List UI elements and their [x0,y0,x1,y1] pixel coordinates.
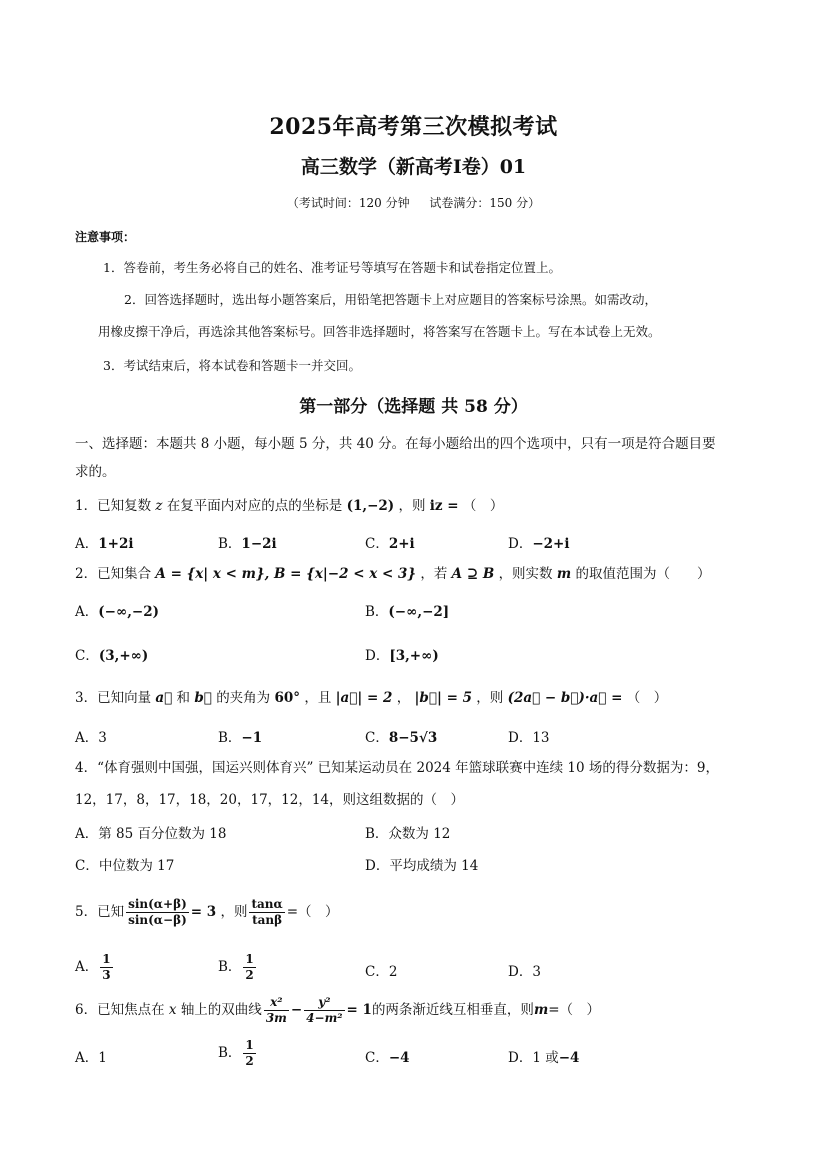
q6-option-b: B． $\frac{1}{2}$ [218,1038,254,1068]
q5-blank: =（ ） [286,904,339,920]
question-2 [75,560,765,588]
question-6 [75,990,765,1030]
q4-option-d: D．平均成绩为 14 [365,858,479,874]
section-title: 第一部分（选择题 共 58 分） [299,397,528,417]
q4-line1: 4．“体育强则中国强，国运兴则体育兴” 已知某运动员在 2024 年篮球联赛中连续 10 场的得分数据为：9， [75,760,719,776]
q4-option-b: B．众数为 12 [365,826,451,842]
q3-option-d: D．13 [508,730,550,746]
q3-comma: ， [396,690,411,706]
q1-blank: （ ） [462,498,504,514]
q1-stem-b: 在复平面内对应的点的坐标是 [166,498,343,514]
exam-meta [0,194,827,211]
q1-option-c: C．2+i [365,536,415,552]
q2-var: m [556,566,572,582]
q5-option-d: D．3 [508,964,541,980]
q6-stem: 6．已知焦点在 [75,1002,165,1018]
exam-score: 试卷满分：150 分） [429,196,541,210]
question-5 [75,892,765,932]
q3-option-b: B．−1 [218,730,263,746]
q2-option-c: C．(3,+∞) [75,648,149,664]
q6-minus: − [290,1002,303,1018]
q5-stem: 5．已知 [75,904,125,920]
q1-option-a: A．1+2i [75,536,134,552]
q6-option-c: C．−4 [365,1050,410,1066]
q1-stem-c: ，则 [398,498,426,514]
notice-item-3: 3．考试结束后，将本试卷和答题卡一并交回。 [103,358,361,373]
q1-var: z [155,498,163,514]
q5-option-c: C．2 [365,964,398,980]
q2-option-a: A．(−∞,−2) [75,604,159,620]
question-4 [75,754,765,814]
q3-mod-a: |a⃗| = 2 [335,690,393,706]
q2-sets: A = {x| x < m}, B = {x|−2 < x < 3} [155,566,417,582]
q5-option-b: B． $\frac{1}{2}$ [218,952,254,982]
notice-item-1: 1．答卷前，考生务必将自己的姓名、准考证号等填写在答题卡和试卷指定位置上。 [103,260,561,275]
q3-expr: (2a⃗ − b⃗)·a⃗ = [507,690,623,706]
q4-line2: 12，17，8，17，18，20，17，12，14，则这组数据的（ ） [75,792,465,808]
q2-option-d: D．[3,+∞) [365,648,439,664]
page-title: 2025年高考第三次模拟考试 [269,114,558,140]
q3-angle: 60° [274,690,301,706]
notice-item-2-cont: 用橡皮擦干净后，再选涂其他答案标号。回答非选择题时，将答案写在答题卡上。写在本试卷上无效。 [98,324,661,339]
q2-stem-c: ，则实数 [498,566,553,582]
q6-option-d: D．1 或−4 [508,1050,580,1066]
q5-stem-b: ，则 [220,904,248,920]
exam-time: （考试时间：120 分钟 [286,196,410,210]
question-1 [75,492,765,520]
q1-option-b: B．1−2i [218,536,277,552]
q3-vector-a: a⃗ [155,690,173,706]
q3-mod-b: |b⃗| = 5 [414,690,472,706]
q4-option-a: A．第 85 百分位数为 18 [75,826,227,842]
q5-eq: = 3 [190,904,217,920]
q6-option-a: A．1 [75,1050,107,1066]
q3-stem: 3．已知向量 [75,690,152,706]
q6-eq: = 1 [346,1002,372,1018]
q3-option-a: A．3 [75,730,107,746]
q6-fraction-2: $\frac{\text{y²}}{\text{4−m²}}$ [306,995,343,1025]
q6-blank: =（ ） [548,1002,601,1018]
q3-stem-d: ，则 [476,690,504,706]
notice-title: 注意事项： [75,230,136,244]
q5-option-a: A． $\frac{1}{3}$ [75,952,111,982]
q2-stem: 2．已知集合 [75,566,152,582]
q6-stem-c: 的两条渐近线互相垂直，则 [371,1002,534,1018]
q3-blank: （ ） [626,690,668,706]
q6-axis: x [168,1002,177,1018]
q2-blank: 的取值范围为（ ） [575,566,711,582]
page-subtitle: 高三数学（新高考Ⅰ卷）01 [300,156,527,178]
section-intro-line2: 求的。 [75,464,116,480]
q3-and: 和 [176,690,191,706]
q1-expr: iz = [429,498,459,514]
q5-fraction-1: $\frac{\sin(\alpha+\beta)}{\sin(\alpha-\beta)}$ [128,897,187,927]
q4-option-c: C．中位数为 17 [75,858,175,874]
q1-stem: 1．已知复数 [75,498,152,514]
question-3 [75,684,765,712]
q3-stem-c: ，且 [304,690,332,706]
q1-point: (1,−2) [346,498,395,514]
q2-option-b: B．(−∞,−2] [365,604,450,620]
q6-stem-b: 轴上的双曲线 [180,1002,262,1018]
q6-fraction-1: $\frac{\text{x²}}{3m}$ [265,995,287,1025]
q1-option-d: D．−2+i [508,536,570,552]
q2-stem-b: ，若 [420,566,448,582]
section-intro-line1: 一、选择题：本题共 8 小题，每小题 5 分，共 40 分。在每小题给出的四个选项中，只有一项是符合题目要 [75,436,716,452]
q3-stem-b: 的夹角为 [216,690,271,706]
q2-relation: A ⊇ B [451,566,495,582]
q3-option-c: C．8−5√3 [365,730,438,746]
q3-vector-b: b⃗ [194,690,212,706]
q6-var: m [533,1002,549,1018]
section-intro [75,430,755,486]
notice-item-2: 2．回答选择题时，选出每小题答案后，用铅笔把答题卡上对应题目的答案标号涂黑。如需改动， [124,292,657,307]
q5-fraction-2: $\frac{\tan\alpha}{\tan\beta}$ [251,897,283,927]
